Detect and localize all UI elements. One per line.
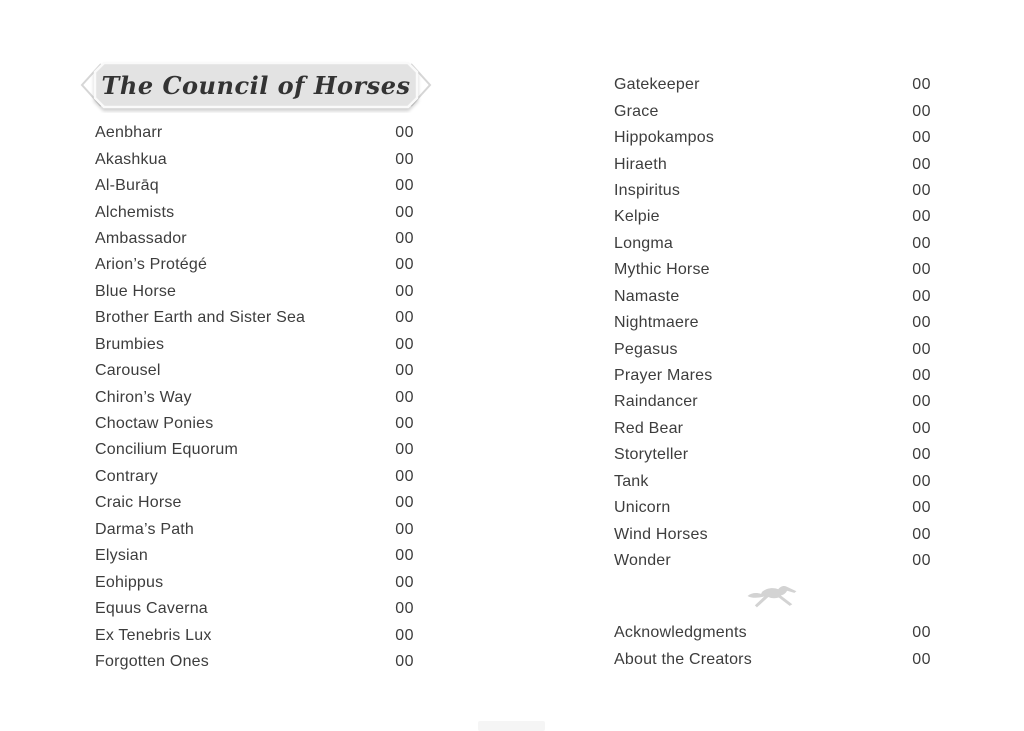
- toc-entry: [95, 569, 414, 595]
- toc-entry-label: Eohippus: [95, 573, 164, 591]
- toc-entry-label: Choctaw Ponies: [95, 415, 214, 433]
- toc-entry: [614, 72, 931, 98]
- toc-entry-label: Ambassador: [95, 229, 187, 247]
- toc-entry: [95, 173, 414, 199]
- toc-entry-label: Tank: [614, 472, 649, 490]
- toc-entry-label: Kelpie: [614, 208, 660, 226]
- toc-entry-page: 00: [395, 203, 414, 221]
- toc-entry: [95, 464, 414, 490]
- toc-entry-page: 00: [395, 309, 414, 327]
- toc-entry: [614, 416, 931, 442]
- toc-entry-label: Aenbharr: [95, 124, 163, 142]
- toc-entry: [614, 442, 931, 468]
- toc-entry-page: 00: [912, 129, 931, 147]
- toc-entry-page: 00: [912, 102, 931, 120]
- toc-entry: [614, 646, 931, 673]
- toc-entry-label: About the Creators: [614, 650, 752, 668]
- toc-entry-label: Acknowledgments: [614, 623, 747, 641]
- toc-entry-label: Unicorn: [614, 499, 671, 517]
- toc-entry-label: Prayer Mares: [614, 367, 713, 385]
- toc-entry-page: 00: [912, 287, 931, 305]
- toc-entry-label: Longma: [614, 234, 674, 252]
- toc-entry-label: Arion’s Protégé: [95, 256, 208, 274]
- toc-entry: [95, 622, 414, 648]
- toc-entry-label: Chiron’s Way: [95, 388, 192, 406]
- toc-entry: [95, 437, 414, 463]
- toc-entry-page: 00: [912, 650, 931, 668]
- toc-entry: [614, 257, 931, 283]
- toc-entry-label: Concilium Equorum: [95, 441, 239, 459]
- toc-entry: [614, 178, 931, 204]
- toc-entry-page: 00: [395, 229, 414, 247]
- toc-left-column: [95, 120, 414, 675]
- toc-entry-page: 00: [912, 208, 931, 226]
- toc-entry: [95, 358, 414, 384]
- toc-entry-label: Namaste: [614, 287, 680, 305]
- toc-entry-page: 00: [912, 261, 931, 279]
- toc-entry: [614, 389, 931, 415]
- toc-entry-label: Forgotten Ones: [95, 652, 209, 670]
- toc-entry-label: Hippokampos: [614, 129, 715, 147]
- toc-entry-label: Craic Horse: [95, 494, 182, 512]
- toc-entry-label: Inspiritus: [614, 181, 681, 199]
- toc-entry-page: 00: [912, 446, 931, 464]
- toc-entry-page: 00: [912, 472, 931, 490]
- toc-entry: [95, 490, 414, 516]
- toc-entry: [614, 548, 931, 574]
- toc-entry: [95, 332, 414, 358]
- toc-entry: [95, 226, 414, 252]
- toc-entry-page: 00: [395, 282, 414, 300]
- toc-entry: [614, 469, 931, 495]
- toc-entry-page: 00: [395, 547, 414, 565]
- toc-entry-label: Nightmaere: [614, 314, 699, 332]
- toc-entry-page: 00: [912, 623, 931, 641]
- toc-entry: [95, 649, 414, 675]
- toc-entry-label: Equus Caverna: [95, 600, 208, 618]
- toc-entry-label: Mythic Horse: [614, 261, 710, 279]
- toc-entry-page: 00: [912, 393, 931, 411]
- toc-entry-label: Wonder: [614, 552, 671, 570]
- toc-entry-label: Brumbies: [95, 335, 165, 353]
- toc-entry: [614, 284, 931, 310]
- toc-entry-page: 00: [912, 76, 931, 94]
- toc-entry-page: 00: [395, 494, 414, 512]
- page-title: The Council of Horses: [101, 70, 411, 100]
- toc-entry-page: 00: [395, 256, 414, 274]
- toc-entry-page: 00: [395, 335, 414, 353]
- toc-entry: [95, 146, 414, 172]
- toc-entry-page: 00: [395, 520, 414, 538]
- toc-entry-page: 00: [912, 181, 931, 199]
- toc-entry-page: 00: [395, 177, 414, 195]
- toc-entry-page: 00: [395, 626, 414, 644]
- toc-entry: [614, 619, 931, 646]
- toc-entry-page: 00: [395, 652, 414, 670]
- toc-entry-page: 00: [395, 150, 414, 168]
- toc-entry-page: 00: [395, 362, 414, 380]
- toc-right-column: [614, 72, 931, 574]
- toc-entry: [614, 310, 931, 336]
- toc-entry-label: Wind Horses: [614, 525, 708, 543]
- toc-entry-page: 00: [912, 234, 931, 252]
- toc-entry: [614, 204, 931, 230]
- toc-entry-page: 00: [395, 467, 414, 485]
- toc-entry-page: 00: [395, 573, 414, 591]
- toc-entry-page: 00: [395, 415, 414, 433]
- toc-entry-label: Gatekeeper: [614, 76, 700, 94]
- toc-entry-page: 00: [912, 367, 931, 385]
- toc-entry-page: 00: [395, 124, 414, 142]
- toc-entry-label: Elysian: [95, 547, 148, 565]
- toc-entry-label: Blue Horse: [95, 282, 177, 300]
- toc-entry-label: Ex Tenebris Lux: [95, 626, 212, 644]
- toc-entry-label: Al-Burāq: [95, 177, 159, 195]
- toc-entry-label: Hiraeth: [614, 155, 667, 173]
- toc-entry: [95, 596, 414, 622]
- horse-icon: [746, 581, 798, 613]
- toc-entry: [614, 151, 931, 177]
- toc-entry-page: 00: [912, 525, 931, 543]
- toc-entry: [95, 199, 414, 225]
- title-banner: [76, 57, 436, 113]
- toc-entry: [95, 279, 414, 305]
- toc-entry-page: 00: [912, 499, 931, 517]
- toc-footer-column: [614, 619, 931, 673]
- toc-entry-page: 00: [912, 552, 931, 570]
- toc-entry-label: Brother Earth and Sister Sea: [95, 309, 306, 327]
- toc-entry: [95, 517, 414, 543]
- toc-entry-label: Contrary: [95, 467, 158, 485]
- toc-entry-page: 00: [912, 419, 931, 437]
- toc-entry-label: Red Bear: [614, 419, 684, 437]
- toc-entry-page: 00: [912, 340, 931, 358]
- toc-entry: [614, 495, 931, 521]
- toc-entry-label: Carousel: [95, 362, 161, 380]
- toc-entry: [614, 125, 931, 151]
- toc-entry: [95, 252, 414, 278]
- bottom-page-fragment: [478, 721, 545, 731]
- toc-entry-page: 00: [912, 155, 931, 173]
- toc-entry-page: 00: [395, 600, 414, 618]
- toc-entry: [95, 384, 414, 410]
- toc-entry: [614, 98, 931, 124]
- toc-entry: [614, 231, 931, 257]
- toc-entry: [614, 336, 931, 362]
- toc-entry: [614, 521, 931, 547]
- toc-entry-label: Akashkua: [95, 150, 167, 168]
- toc-entry-page: 00: [395, 441, 414, 459]
- toc-entry: [95, 305, 414, 331]
- toc-entry: [95, 411, 414, 437]
- toc-entry-page: 00: [912, 314, 931, 332]
- toc-entry-page: 00: [395, 388, 414, 406]
- toc-entry-label: Alchemists: [95, 203, 175, 221]
- toc-entry: [614, 363, 931, 389]
- toc-entry-label: Grace: [614, 102, 659, 120]
- toc-entry-label: Storyteller: [614, 446, 689, 464]
- toc-entry: [95, 543, 414, 569]
- toc-entry-label: Darma’s Path: [95, 520, 195, 538]
- toc-entry: [95, 120, 414, 146]
- toc-entry-label: Pegasus: [614, 340, 678, 358]
- toc-entry-label: Raindancer: [614, 393, 698, 411]
